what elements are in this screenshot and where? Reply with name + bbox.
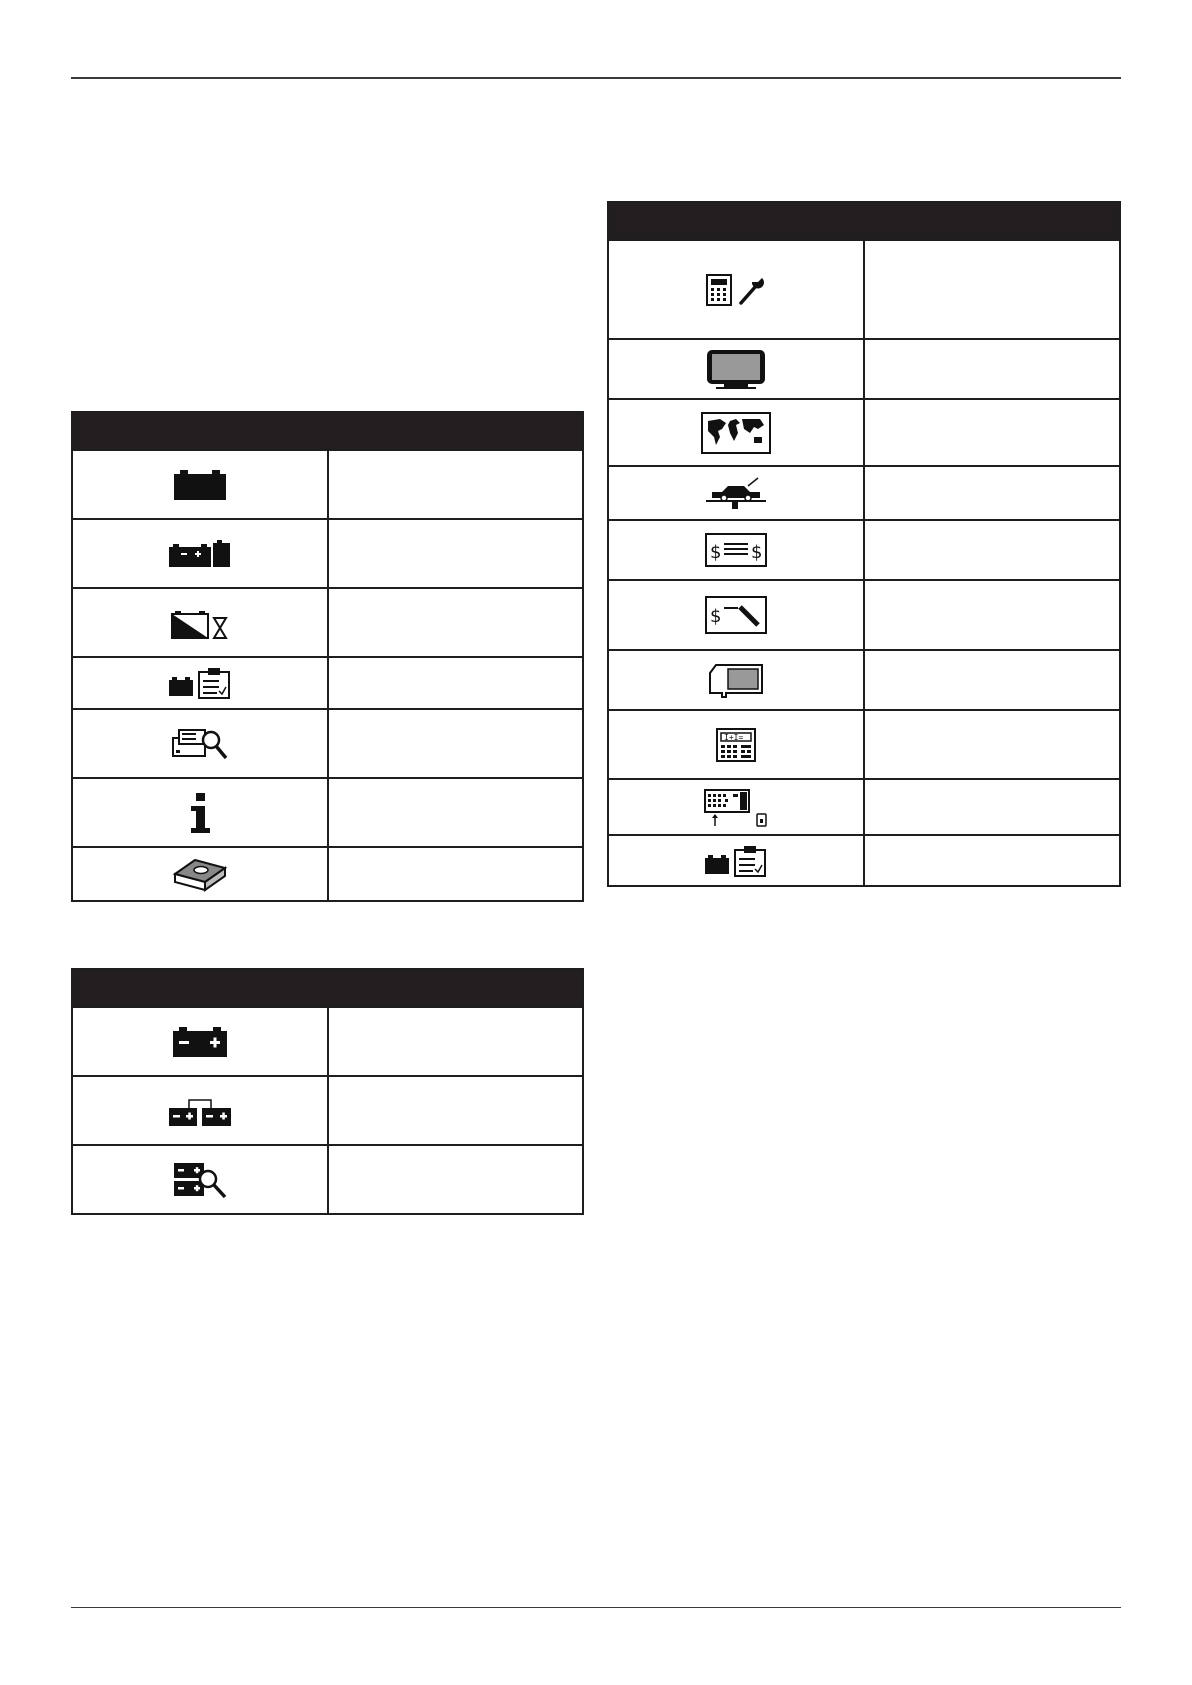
battery-icon	[172, 468, 228, 502]
dual-battery-icon	[167, 1094, 233, 1128]
tools-table	[607, 201, 1121, 887]
system-test-table	[71, 968, 584, 1215]
row-description	[864, 466, 1120, 520]
calculator-wrench-icon	[704, 272, 768, 308]
row-description	[328, 1145, 584, 1214]
battery-clipboard-icon	[167, 666, 233, 700]
row-description	[864, 580, 1120, 650]
battery-clipboard-icon	[703, 844, 769, 878]
svg-text:I+I=: I+I=	[724, 732, 744, 742]
battery-pack-icon	[171, 854, 229, 894]
row-description	[864, 399, 1120, 466]
row-description	[864, 779, 1120, 835]
battery-charge-timer-icon	[170, 606, 230, 640]
table-header	[72, 969, 583, 1007]
table-header	[608, 202, 1120, 240]
row-description	[328, 450, 584, 519]
row-description	[328, 1007, 584, 1076]
bottom-rule	[71, 1607, 1121, 1608]
battery-test-table	[71, 411, 584, 902]
price-edit-icon	[704, 595, 768, 635]
row-description	[328, 588, 584, 657]
info-icon	[185, 791, 215, 835]
row-description	[864, 835, 1120, 886]
keypad-icon	[714, 726, 758, 764]
row-description	[864, 520, 1120, 580]
row-description	[328, 519, 584, 588]
diagnostic-magnifier-icon	[171, 724, 229, 764]
row-description	[328, 847, 584, 901]
row-description	[328, 1076, 584, 1145]
table-header	[72, 412, 583, 450]
svg-text:$: $	[710, 542, 722, 563]
keyboard-upload-icon	[703, 786, 769, 828]
display-icon	[704, 347, 768, 391]
row-description	[864, 650, 1120, 710]
battery-terminals-icon	[171, 1025, 229, 1059]
row-description	[328, 778, 584, 847]
row-description	[864, 240, 1120, 339]
row-description	[328, 709, 584, 778]
top-rule	[71, 77, 1121, 79]
world-map-icon	[700, 411, 772, 455]
invoice-icon	[704, 532, 768, 568]
battery-in-vehicle-icon	[167, 539, 233, 569]
svg-text:$: $	[751, 542, 763, 563]
memory-card-icon	[706, 661, 766, 699]
svg-text:$: $	[710, 606, 722, 627]
row-description	[328, 657, 584, 709]
battery-inspect-icon	[170, 1159, 230, 1201]
row-description	[864, 339, 1120, 399]
vehicle-lift-icon	[704, 476, 768, 510]
row-description	[864, 710, 1120, 779]
